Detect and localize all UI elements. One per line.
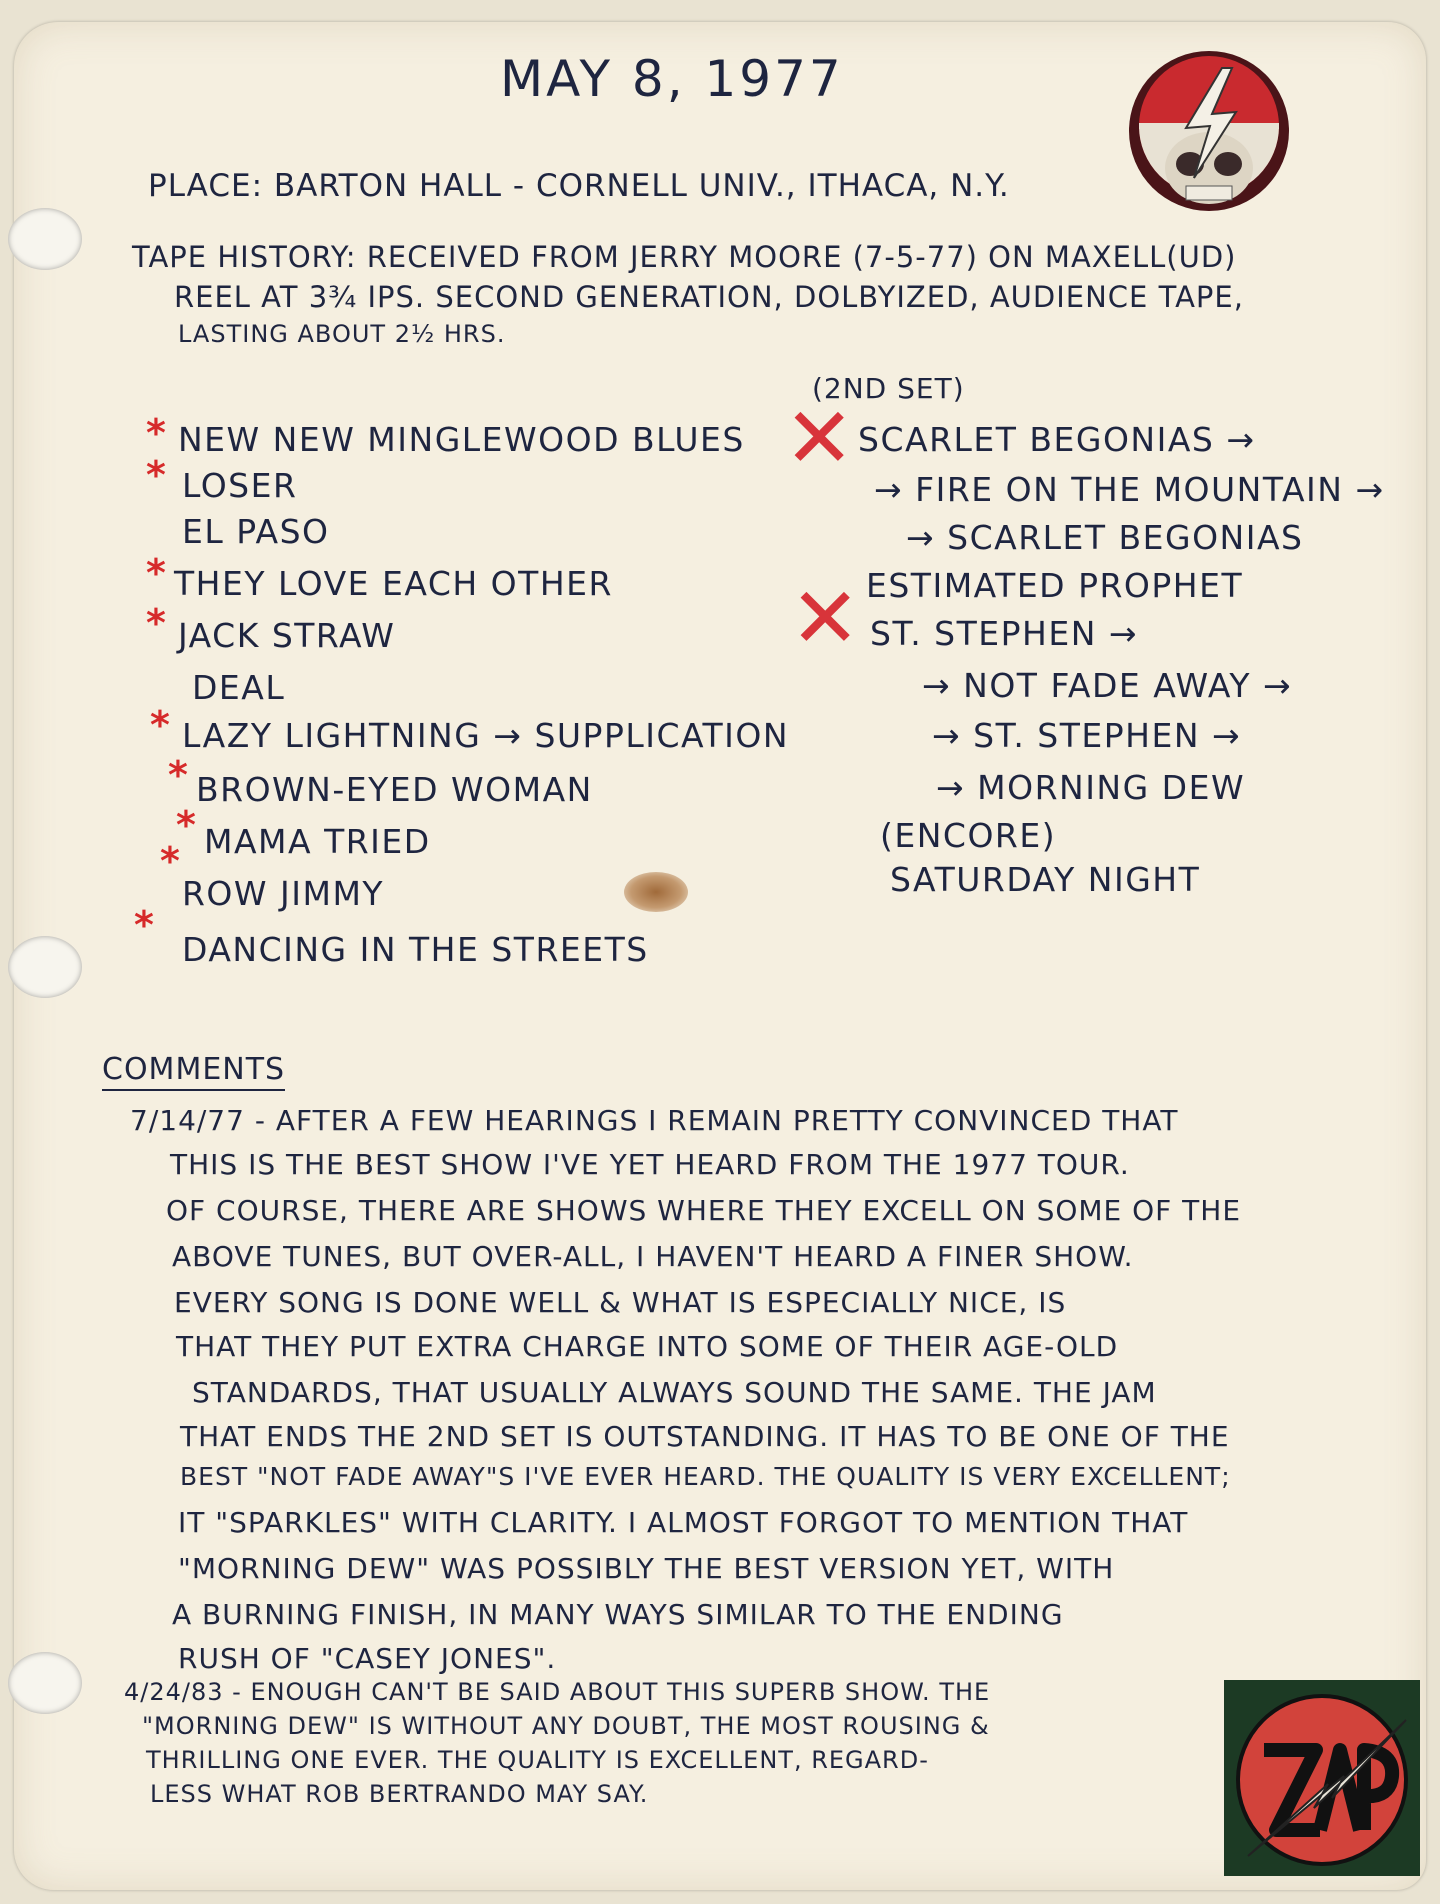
coffee-stain bbox=[624, 872, 688, 912]
song-item: BROWN-EYED WOMAN bbox=[196, 770, 593, 809]
asterisk-icon: * bbox=[168, 753, 188, 797]
song-item: → NOT FADE AWAY → bbox=[922, 666, 1293, 705]
asterisk-icon: * bbox=[146, 453, 166, 497]
song-item: DEAL bbox=[192, 668, 286, 707]
song-item: THEY LOVE EACH OTHER bbox=[174, 564, 613, 603]
song-item: JACK STRAW bbox=[178, 616, 396, 655]
place-line: PLACE: BARTON HALL - CORNELL UNIV., ITHACA, N.Y. bbox=[148, 168, 1010, 204]
asterisk-icon: * bbox=[146, 411, 166, 455]
set2-label: (2ND SET) bbox=[812, 372, 965, 405]
song-item: → SCARLET BEGONIAS bbox=[906, 518, 1304, 557]
comment-line: THRILLING ONE EVER. THE QUALITY IS EXCELLENT, REGARD- bbox=[146, 1746, 929, 1774]
tape-history-line: REEL AT 3¾ IPS. SECOND GENERATION, DOLBYIZED, AUDIENCE TAPE, bbox=[174, 280, 1244, 314]
page-title: MAY 8, 1977 bbox=[500, 50, 844, 108]
asterisk-icon: * bbox=[146, 551, 166, 595]
comment-line: STANDARDS, THAT USUALLY ALWAYS SOUND THE SAME. THE JAM bbox=[192, 1376, 1157, 1409]
comment-line: 4/24/83 - ENOUGH CAN'T BE SAID ABOUT THIS SUPERB SHOW. THE bbox=[124, 1678, 991, 1706]
song-item: EL PASO bbox=[182, 512, 330, 551]
zap-logo-icon bbox=[1224, 1680, 1420, 1876]
song-item: → FIRE ON THE MOUNTAIN → bbox=[874, 470, 1385, 509]
binder-hole bbox=[8, 936, 82, 998]
encore-label: (ENCORE) bbox=[880, 816, 1057, 855]
binder-hole bbox=[8, 1652, 82, 1714]
comment-line: EVERY SONG IS DONE WELL & WHAT IS ESPECIALLY NICE, IS bbox=[174, 1286, 1067, 1319]
comment-line: LESS WHAT ROB BERTRANDO MAY SAY. bbox=[150, 1780, 649, 1808]
asterisk-icon: * bbox=[176, 803, 196, 847]
asterisk-icon: * bbox=[150, 703, 170, 747]
comment-line: "MORNING DEW" WAS POSSIBLY THE BEST VERSION YET, WITH bbox=[178, 1552, 1115, 1585]
song-item: LAZY LIGHTNING → SUPPLICATION bbox=[182, 716, 790, 755]
asterisk-icon: * bbox=[134, 903, 154, 947]
song-item: MAMA TRIED bbox=[204, 822, 431, 861]
comment-line: "MORNING DEW" IS WITHOUT ANY DOUBT, THE MOST ROUSING & bbox=[142, 1712, 990, 1740]
song-item: ROW JIMMY bbox=[182, 874, 385, 913]
encore-song: SATURDAY NIGHT bbox=[890, 860, 1201, 899]
song-item: LOSER bbox=[182, 466, 298, 505]
tape-history-line: LASTING ABOUT 2½ HRS. bbox=[178, 320, 506, 348]
asterisk-icon: * bbox=[160, 839, 180, 883]
comment-line: THAT THEY PUT EXTRA CHARGE INTO SOME OF THEIR AGE-OLD bbox=[176, 1330, 1119, 1363]
comment-line: ABOVE TUNES, BUT OVER-ALL, I HAVEN'T HEARD A FINER SHOW. bbox=[172, 1240, 1134, 1273]
song-item: DANCING IN THE STREETS bbox=[182, 930, 649, 969]
song-item: SCARLET BEGONIAS → bbox=[858, 420, 1256, 459]
comment-line: THIS IS THE BEST SHOW I'VE YET HEARD FROM THE 1977 TOUR. bbox=[170, 1148, 1130, 1181]
red-x-mark: ✕ bbox=[784, 389, 855, 487]
comment-line: IT "SPARKLES" WITH CLARITY. I ALMOST FORGOT TO MENTION THAT bbox=[178, 1506, 1189, 1539]
comments-heading: COMMENTS bbox=[102, 1052, 285, 1091]
song-item: ESTIMATED PROPHET bbox=[866, 566, 1244, 605]
comment-line: THAT ENDS THE 2ND SET IS OUTSTANDING. IT HAS TO BE ONE OF THE bbox=[180, 1420, 1230, 1453]
song-item: → ST. STEPHEN → bbox=[932, 716, 1242, 755]
red-x-mark: ✕ bbox=[790, 569, 861, 667]
binder-hole bbox=[8, 208, 82, 270]
steal-your-face-icon bbox=[1124, 46, 1294, 216]
song-item: NEW NEW MINGLEWOOD BLUES bbox=[178, 420, 745, 459]
comment-line: OF COURSE, THERE ARE SHOWS WHERE THEY EXCELL ON SOME OF THE bbox=[166, 1194, 1242, 1227]
asterisk-icon: * bbox=[146, 601, 166, 645]
song-item: ST. STEPHEN → bbox=[870, 614, 1139, 653]
comment-line: 7/14/77 - AFTER A FEW HEARINGS I REMAIN PRETTY CONVINCED THAT bbox=[130, 1104, 1179, 1137]
song-item: → MORNING DEW bbox=[936, 768, 1246, 807]
comment-line: RUSH OF "CASEY JONES". bbox=[178, 1642, 557, 1675]
comment-line: A BURNING FINISH, IN MANY WAYS SIMILAR TO THE ENDING bbox=[172, 1598, 1064, 1631]
comment-line: BEST "NOT FADE AWAY"S I'VE EVER HEARD. THE QUALITY IS VERY EXCELLENT; bbox=[180, 1462, 1231, 1491]
tape-history-line: TAPE HISTORY: RECEIVED FROM JERRY MOORE (7-5-77) ON MAXELL(UD) bbox=[132, 240, 1237, 274]
